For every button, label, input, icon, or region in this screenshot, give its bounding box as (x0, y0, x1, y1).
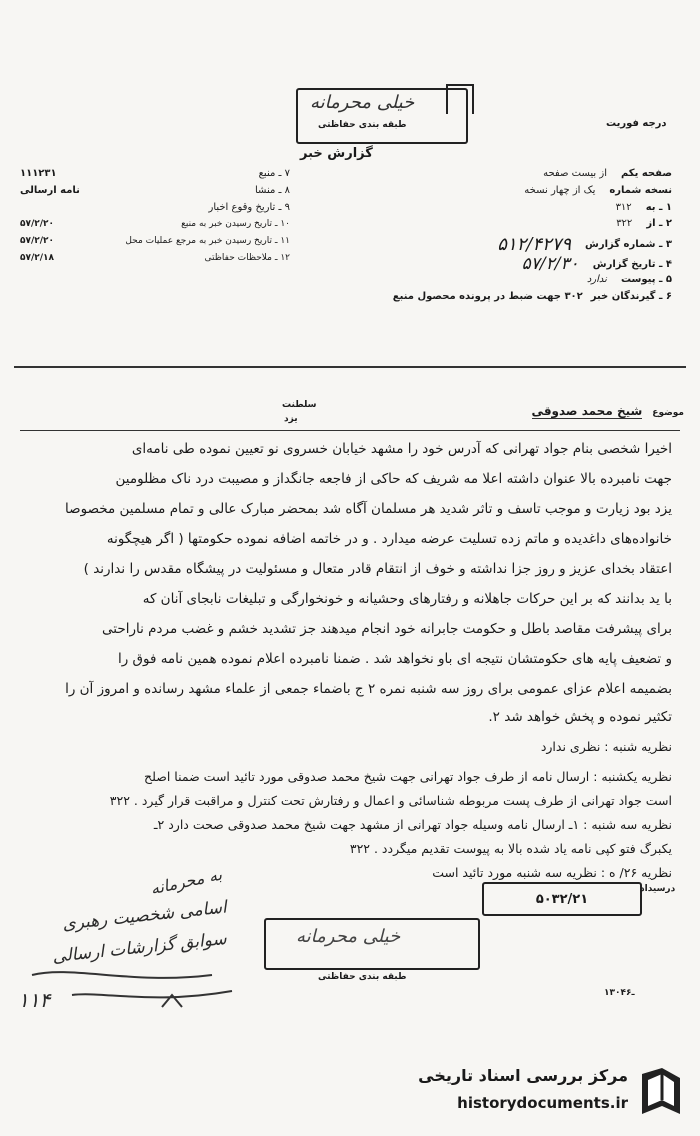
field-row (336, 274, 672, 291)
report-type-title: گزارش خبر (300, 146, 373, 161)
field-row (20, 185, 290, 202)
field-row (336, 168, 672, 185)
subject-underline (20, 430, 680, 431)
field-label: ۱۰ ـ تاریخ رسیدن خبر به منبع (181, 219, 290, 229)
note-line: نظریه ۲۶/ ه : نظریه سه شنبه مورد تائید است (432, 865, 672, 880)
footer-logo (400, 1058, 690, 1128)
field-label: ۹ ـ تاریخ وقوع اخبار (208, 202, 290, 213)
body-line: جهت نامبرده بالا عنوان داشته اعلا مه شریف که حاکی از فاجعه جانگداز و مصیبت درد ناک مظلومین (115, 471, 672, 487)
field-label: ۲ ـ از (646, 218, 672, 229)
field-label: ۶ ـ گیرندگان خبر (590, 291, 672, 302)
subject-value: شیخ محمد صدوقی (531, 404, 643, 418)
classification-stamp-top (296, 88, 468, 144)
body-line: تکثیر نموده و پخش خواهد شد ۲. (488, 709, 672, 725)
number-stamp-label: درسیداد (640, 884, 676, 894)
body-line: و تضعیف پایه های حکومتشان نتیجه ای باو نخواهد شد . ضمنا نامبرده اعلام نموده همین نامه فوق را (117, 651, 672, 667)
body-line: اخیرا شخصی بنام جواد تهرانی که آدرس خود را مشهد خیابان خسروی نو تعیین نموده طی نامه‌ای (131, 441, 672, 457)
body-line: خانواده‌های داغدیده و ماتم زده تسلیت عرضه میدارد . و در خاتمه اضافه نموده حکومتها ( اگر هیچگونه (106, 531, 672, 547)
classification-stamp-bottom (264, 918, 480, 970)
field-value: ۵۷/۲/۲۰ (20, 236, 55, 246)
field-label: ۴ ـ تاریخ گزارش (592, 258, 672, 270)
form-code: ۱۳۰ـ۴۶ (604, 988, 635, 998)
field-value: ۵۷/۲/۱۸ (20, 253, 55, 263)
field-label: ۱ ـ به (645, 202, 672, 213)
field-row (20, 202, 290, 219)
field-row (336, 202, 672, 218)
field-value: ۱۱۱۲۳۱ (20, 168, 57, 179)
header-divider (14, 366, 686, 368)
note-line: نظریه سه شنبه : ۱ـ ارسال نامه وسیله جواد تهرانی از مشهد جهت شیخ محمد صدوقی صحت دارد ۲ـ (153, 817, 672, 832)
field-value: ۵۷/۲/۲۰ (20, 219, 55, 229)
report-number-handwritten: ۵۱۲/۴۲۷۹ (497, 233, 572, 255)
field-label: نسخه شماره (609, 185, 672, 196)
stamp-flag (446, 84, 474, 114)
field-label: ۱۲ ـ ملاحظات حفاظتی (204, 253, 290, 263)
evaluation-grade-label: درجه فوریت (606, 118, 667, 129)
body-line: اعتقاد بخدای عزیز و روز جزا نداشته و خوف از انتقام قادر متعال و مسئولیت در پیشگاه مقدس را ندارند ) (83, 561, 672, 577)
stamp-label: طبقه بندی حفاظتی (318, 972, 407, 982)
field-label: ۱۱ ـ تاریخ رسیدن خبر به مرجع عملیات محل (125, 236, 290, 246)
subject-side-top: سلطنت (282, 400, 317, 410)
handwritten-mark: ۱۱۴ (18, 988, 51, 1012)
left-fields (20, 168, 290, 270)
body-line: بضمیمه اعلام عزای عمومی برای روز سه شنبه نمره ۲ ج باضماء جمعی از علماء مشهد رسانده و امروز آن را (65, 681, 672, 697)
field-label: صفحه یکم (620, 168, 672, 179)
body-line: یزد بود زیارت و موجب تاسف و تاثر شدید هر مسلمان آگاه شد بمحضر مبارک عالی و تمام مسلمین مخصوصا (65, 501, 672, 517)
field-value: ندارد (586, 274, 607, 285)
book-logo-icon (636, 1064, 686, 1120)
field-value: یک از چهار نسخه (524, 185, 596, 196)
logo-name: مرکز بررسی اسناد تاریخی (418, 1066, 628, 1085)
field-label: ۵ ـ پیوست (620, 274, 672, 285)
field-row (336, 185, 672, 202)
field-value: ۳۲۲ (616, 218, 633, 229)
stamp-handwritten-text: خیلی محرمانه (310, 92, 415, 113)
field-label: ۸ ـ منشا (254, 185, 290, 196)
subject-label: موضوع (652, 408, 684, 418)
note-line: است جواد تهرانی از طرف پست مربوطه شناسائی و اعمال و رفتارش تحت کنترل و مراقبت قرار گیرد . ۳۲۲ (109, 793, 672, 808)
note-line: یکبرگ فتو کپی نامه یاد شده بالا به پیوست تقدیم میگردد . ۳۲۲ (349, 841, 672, 856)
report-date-handwritten: ۵۷/۲/۳۰ (521, 254, 579, 274)
field-value: از بیست صفحه (543, 168, 607, 179)
number-stamp-value: ۵۰۳۲/۲۱ (535, 891, 589, 907)
field-value: نامه ارسالی (20, 185, 80, 196)
field-row (336, 291, 672, 308)
field-row (336, 254, 672, 274)
field-row (20, 253, 290, 270)
stamp-handwritten-text: خیلی محرمانه (296, 926, 401, 947)
field-row (20, 168, 290, 185)
body-line: برای پیشرفت مقاصد باطل و حکومت جابرانه خود انجام میدهند جز تشدید خشم و غضب مردم ناراحتی (102, 621, 672, 637)
body-line: با ید بدانند که بر این حرکات جاهلانه و رفتارهای وحشیانه و خونخوارگی و تبلیغات نابجای آنان که (142, 591, 672, 607)
field-value: ۳۱۲ (615, 202, 632, 213)
subject-row (532, 404, 684, 419)
handwritten-line: اسامی شخصیت رهبری (61, 897, 228, 935)
logo-url: historydocuments.ir (457, 1094, 628, 1112)
field-row (20, 219, 290, 236)
note-line: نظریه یکشنبه : ارسال نامه از طرف جواد تهرانی جهت شیخ محمد صدوقی مورد تائید است ضمنا اصلح (144, 769, 672, 784)
handwritten-line: به محرمانه (148, 864, 224, 899)
field-row (336, 218, 672, 234)
number-stamp (482, 882, 642, 916)
handwritten-line: سوابق گزارشات ارسالی (51, 928, 228, 968)
note-line: نظریه شنبه : نظری ندارد (540, 739, 672, 754)
field-row (336, 234, 672, 254)
stamp-label: طبقه بندی حفاظتی (318, 120, 407, 130)
subject-side-bottom: یزد (284, 414, 298, 424)
right-fields (336, 168, 672, 308)
field-row (20, 236, 290, 253)
field-label: ۷ ـ منبع (258, 168, 290, 179)
field-value: ۳۰۲ جهت ضبط در پرونده محصول منبع (392, 291, 583, 302)
field-label: ۳ ـ شماره گزارش (585, 238, 672, 250)
